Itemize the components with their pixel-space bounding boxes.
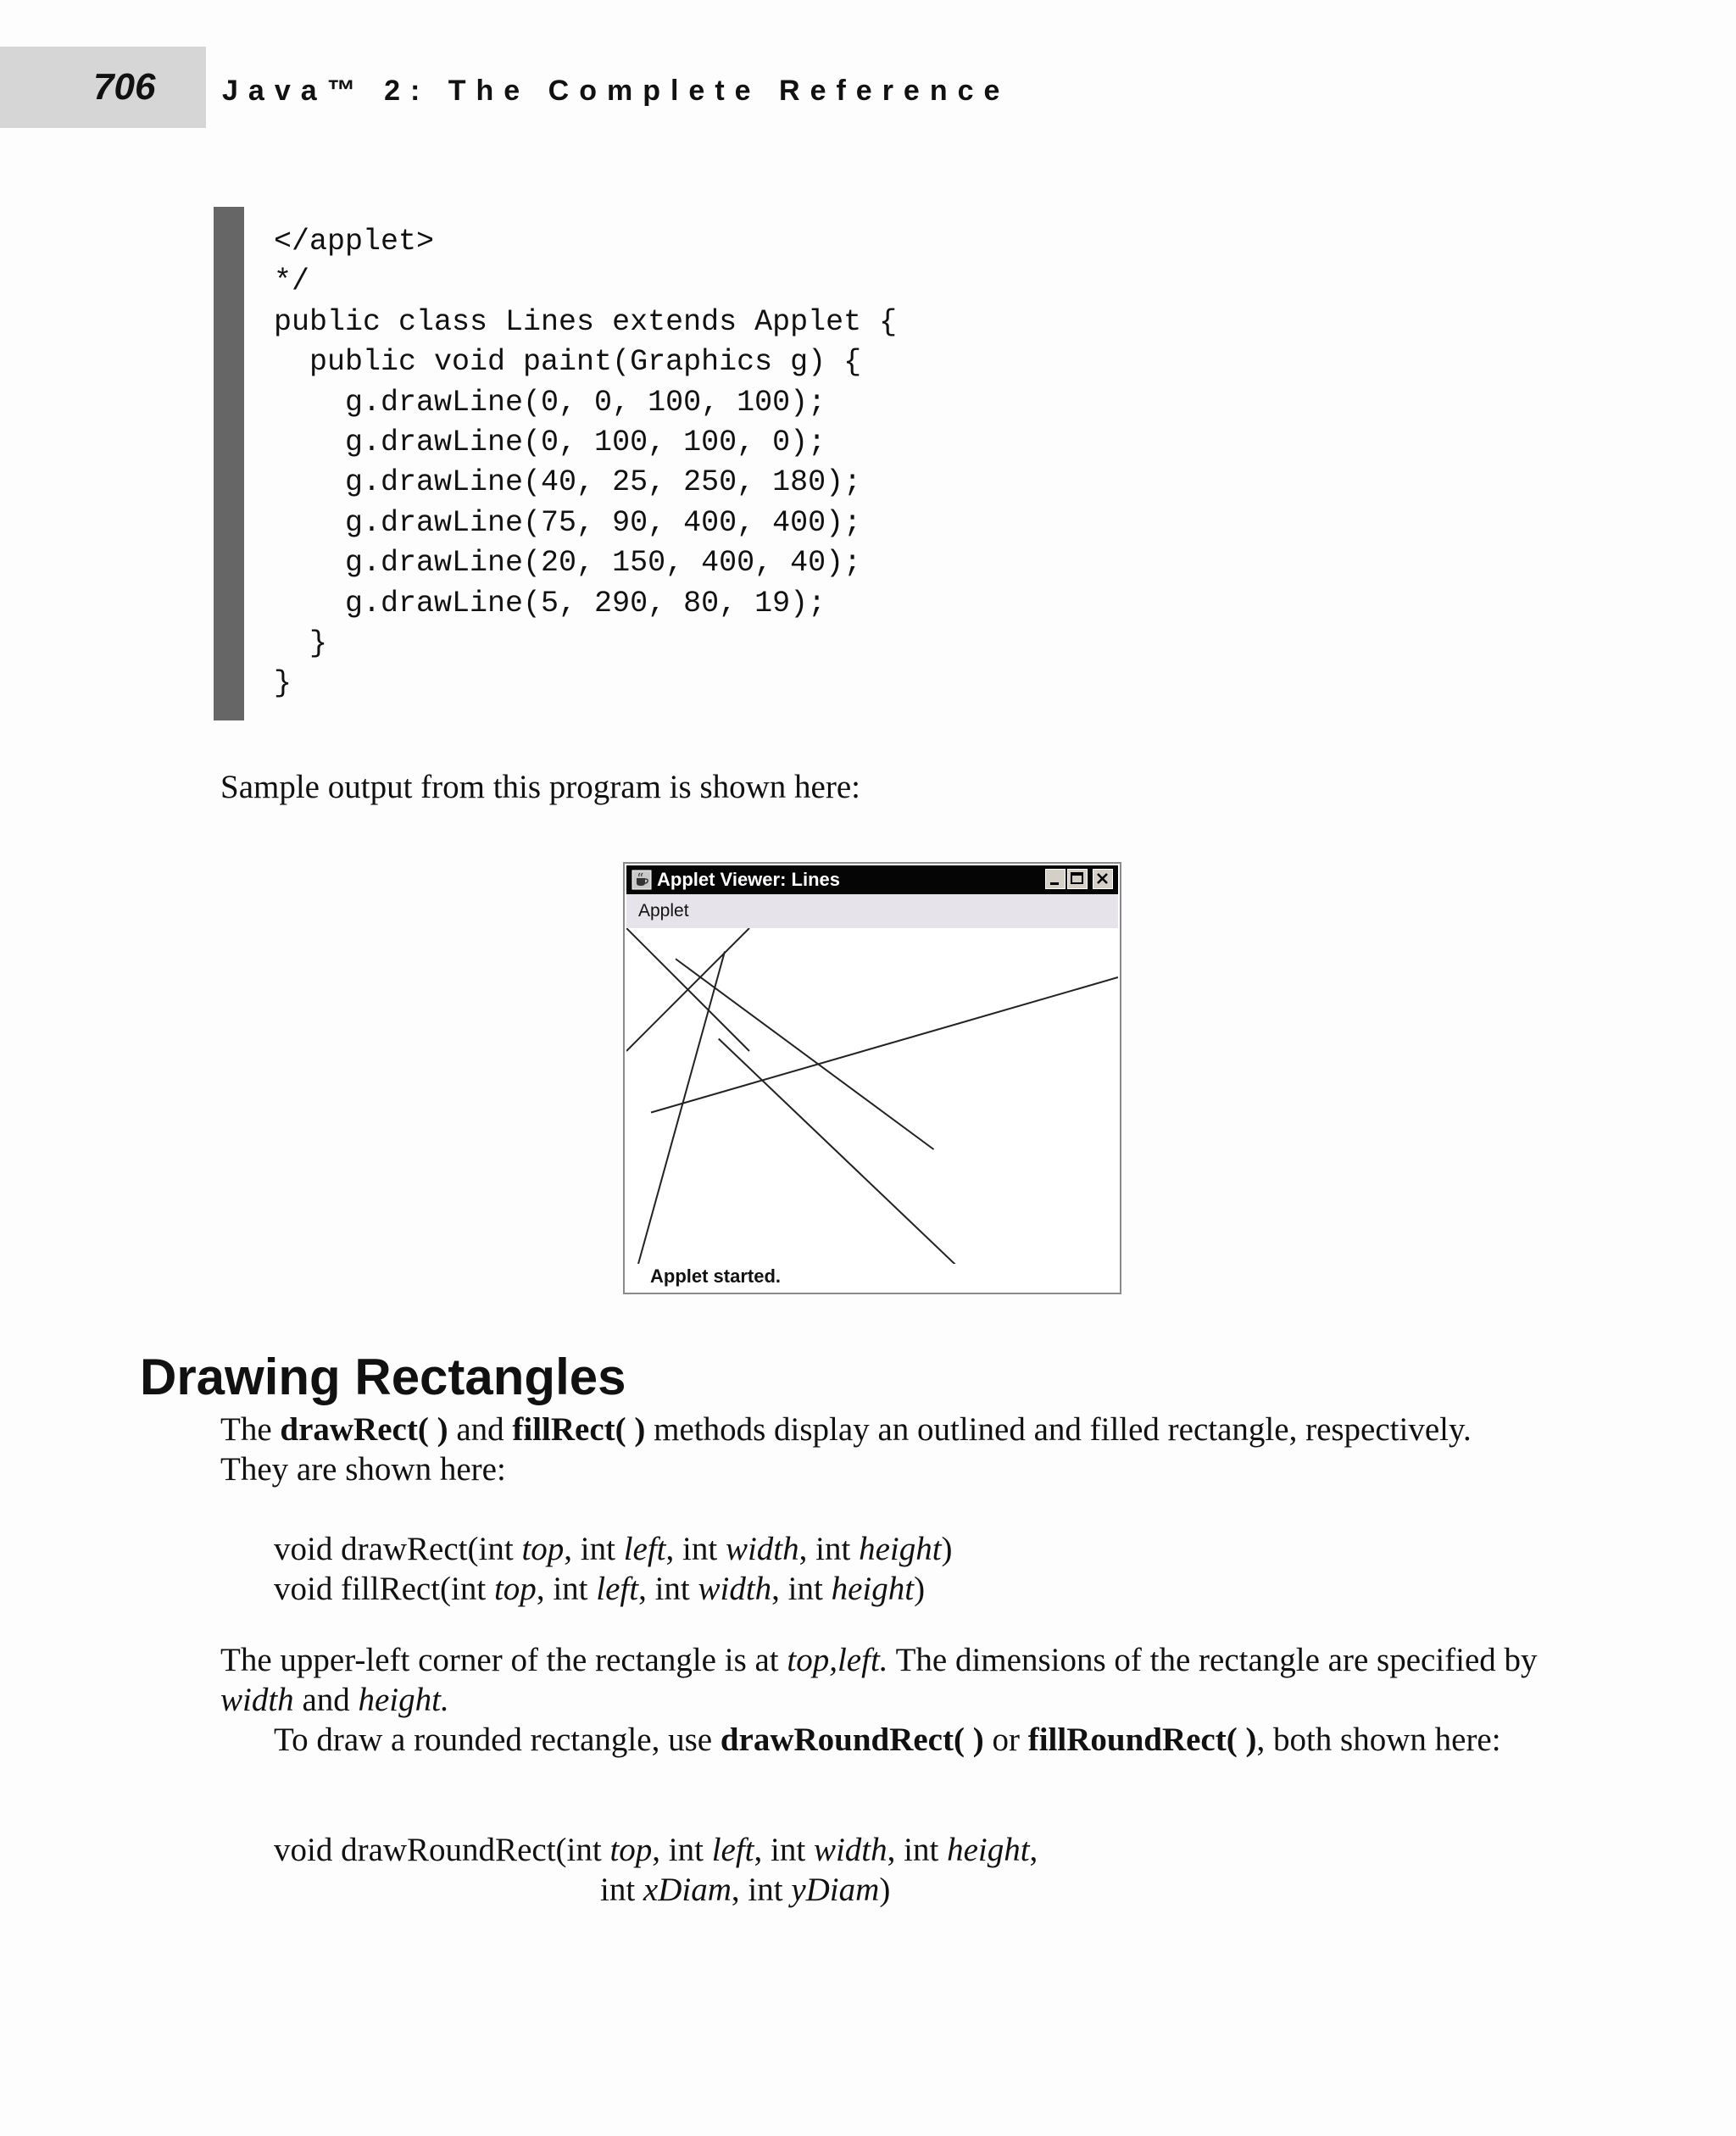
maximize-button[interactable] — [1067, 869, 1088, 889]
running-title: Java™ 2: The Complete Reference — [222, 75, 1010, 107]
applet-line — [719, 1039, 1118, 1265]
param: top — [493, 1571, 537, 1607]
text: The — [220, 1411, 281, 1448]
paragraph-upper-left — [220, 1640, 1543, 1720]
menu-applet[interactable]: Applet — [638, 901, 689, 921]
sample-output-text: Sample output from this program is shown here: — [220, 769, 860, 805]
text: , int — [652, 1832, 712, 1868]
text: , — [1029, 1832, 1038, 1868]
emphasis: top,left. — [787, 1642, 888, 1678]
text: methods display an outlined and filled rectangle, respectively. They are shown here: — [220, 1411, 1472, 1488]
text: To draw a rounded rectangle, use — [274, 1722, 721, 1758]
paragraph-rounded-rect — [220, 1720, 1543, 1760]
emphasis: height. — [358, 1682, 449, 1718]
emphasis: width — [220, 1682, 294, 1718]
text: , int — [731, 1872, 792, 1908]
param: yDiam — [791, 1872, 880, 1908]
code-line: public class Lines extends Applet { — [274, 304, 898, 339]
param: top — [521, 1531, 565, 1567]
text: and — [448, 1411, 513, 1448]
status-text: Applet started. — [650, 1265, 782, 1287]
paragraph-drawrect-intro — [220, 1410, 1543, 1489]
text: , int — [665, 1531, 726, 1567]
page-number: 706 — [93, 66, 156, 108]
code-line: g.drawLine(75, 90, 400, 400); — [274, 505, 862, 540]
window-title: Applet Viewer: Lines — [657, 869, 840, 890]
code-line: } — [274, 626, 328, 660]
code-line: g.drawLine(0, 100, 100, 0); — [274, 425, 826, 459]
code-line: g.drawLine(40, 25, 250, 180); — [274, 465, 862, 500]
param: width — [813, 1832, 887, 1868]
text: ) — [914, 1571, 926, 1607]
applet-line — [651, 977, 1118, 1113]
method-name: fillRect( ) — [512, 1411, 646, 1448]
close-button[interactable] — [1093, 869, 1113, 889]
param: width — [725, 1531, 799, 1567]
code-block-bar — [214, 207, 244, 720]
method-name: drawRoundRect( ) — [720, 1722, 984, 1758]
param: left — [596, 1571, 639, 1607]
param: xDiam — [643, 1872, 732, 1908]
text: The upper-left corner of the rectangle is at — [220, 1642, 787, 1678]
method-name: fillRoundRect( ) — [1027, 1722, 1257, 1758]
code-listing — [274, 222, 897, 704]
signature-fillrect — [274, 1569, 925, 1609]
signature-drawroundrect-cont — [600, 1870, 890, 1910]
text: , int — [536, 1571, 597, 1607]
text: ) — [879, 1872, 891, 1908]
param: left — [623, 1531, 666, 1567]
code-line: } — [274, 666, 292, 701]
text: or — [983, 1722, 1028, 1758]
code-line: g.drawLine(0, 0, 100, 100); — [274, 385, 826, 420]
text: , both shown here: — [1256, 1722, 1501, 1758]
text: , int — [564, 1531, 624, 1567]
param: height — [831, 1571, 915, 1607]
text: int — [600, 1872, 643, 1908]
code-line: </applet> — [274, 225, 435, 259]
text: , int — [887, 1832, 948, 1868]
applet-viewer-window — [623, 862, 1121, 1294]
param: height — [859, 1531, 942, 1567]
applet-drawing-area — [626, 928, 1118, 1264]
text: and — [293, 1682, 359, 1718]
param: top — [609, 1832, 653, 1868]
code-line: public void paint(Graphics g) { — [274, 345, 862, 380]
signature-drawrect — [274, 1529, 953, 1569]
text: , int — [798, 1531, 860, 1567]
code-line: g.drawLine(20, 150, 400, 40); — [274, 546, 862, 581]
param: width — [698, 1571, 772, 1607]
maximize-icon — [1068, 870, 1087, 888]
text: , int — [754, 1832, 814, 1868]
text: , int — [638, 1571, 698, 1607]
code-line: */ — [274, 264, 310, 299]
code-line: g.drawLine(5, 290, 80, 19); — [274, 586, 826, 620]
text: ) — [941, 1531, 953, 1567]
text: void fillRect(int — [274, 1571, 494, 1607]
window-titlebar[interactable] — [626, 865, 1118, 894]
text: void drawRoundRect(int — [274, 1832, 610, 1868]
applet-menubar — [626, 894, 1118, 928]
param: left — [711, 1832, 754, 1868]
text: The dimensions of the rectangle are specified by — [887, 1642, 1538, 1678]
method-name: drawRect( ) — [280, 1411, 448, 1448]
signature-drawroundrect — [274, 1830, 1038, 1870]
section-heading: Drawing Rectangles — [140, 1349, 626, 1405]
text: , int — [771, 1571, 832, 1607]
param: height — [947, 1832, 1030, 1868]
close-icon — [1093, 870, 1112, 888]
java-cup-icon — [632, 870, 652, 890]
text: void drawRect(int — [274, 1531, 522, 1567]
minimize-button[interactable] — [1045, 869, 1066, 889]
minimize-icon — [1046, 870, 1065, 888]
